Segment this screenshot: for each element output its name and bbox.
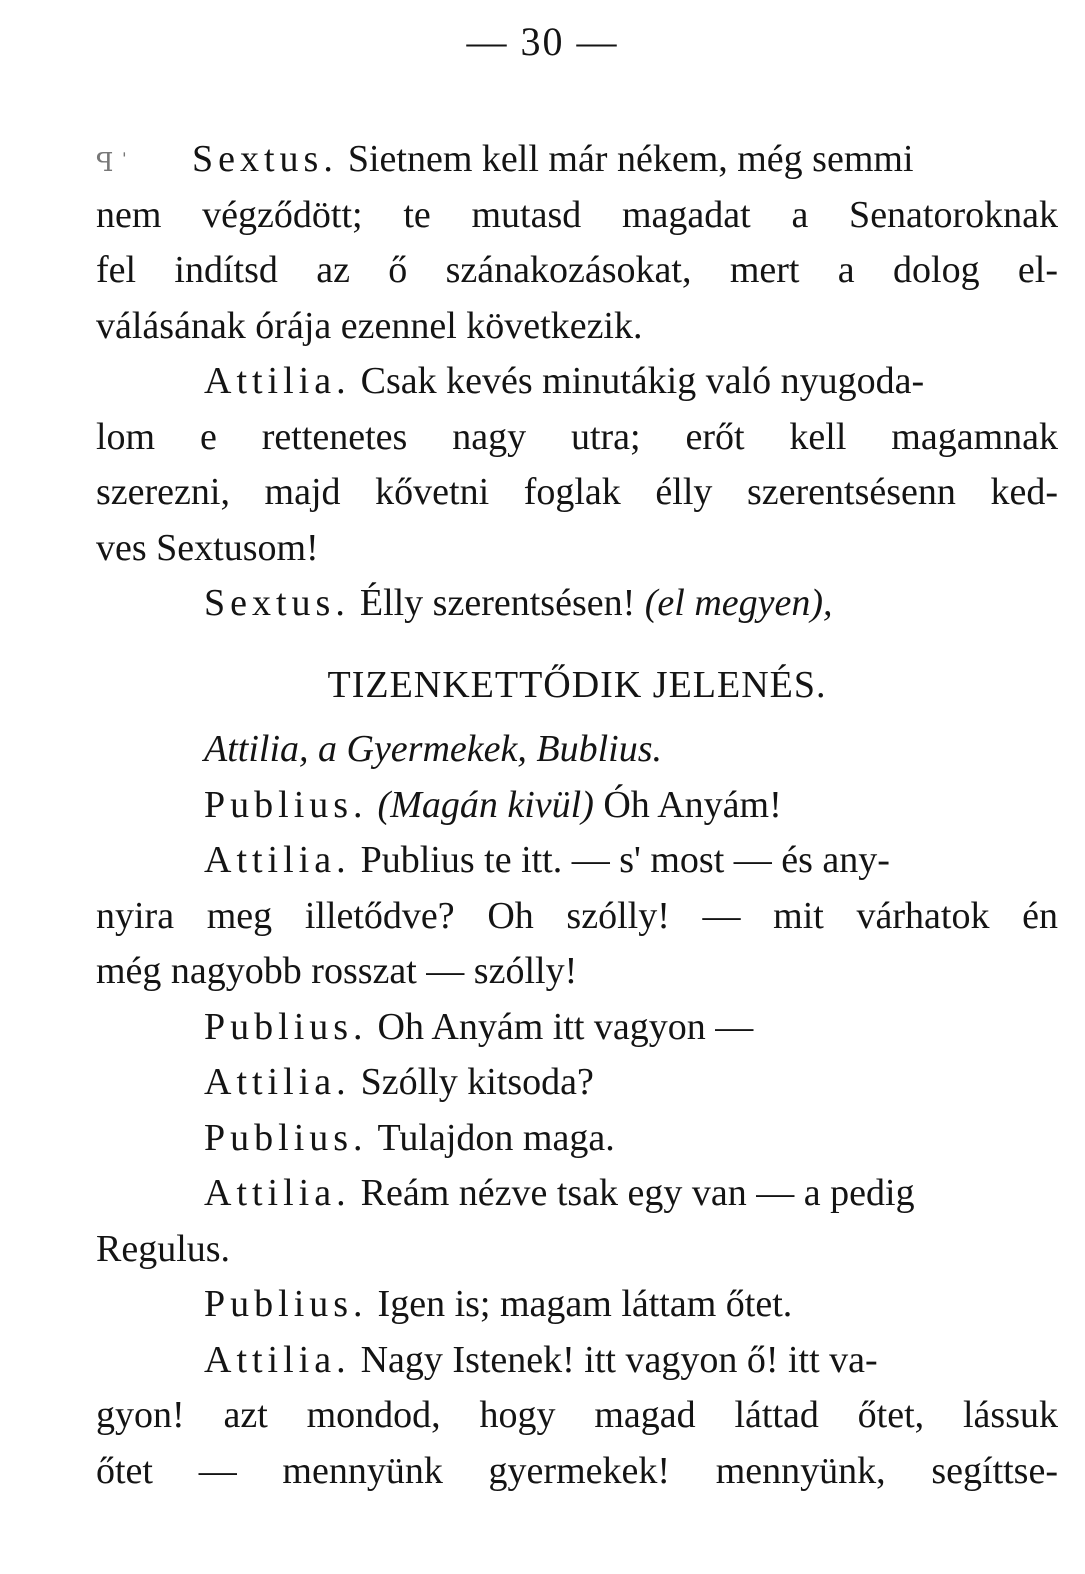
dialogue-line xyxy=(96,833,1058,889)
dialogue-line xyxy=(96,1055,1058,1111)
dialogue-text: Oh Anyám itt vagyon — xyxy=(377,1005,754,1048)
dialogue-line xyxy=(96,132,1058,188)
scene-twelve xyxy=(96,722,1058,1499)
dialogue-line xyxy=(96,778,1058,834)
dialogue-line: ves Sextusom! xyxy=(96,526,319,569)
dialogue-line xyxy=(96,576,1058,632)
dialogue-text: Óh Anyám! xyxy=(603,783,782,826)
dialogue-line: gyon! azt mondod, hogy magad láttad őtet, lássuk xyxy=(96,1394,1058,1436)
dialogue-line: még nagyobb rosszat — szólly! xyxy=(96,950,578,992)
dialogue-text: Csak kevés minutákig való nyugoda- xyxy=(360,360,925,402)
dialogue-line xyxy=(96,1111,1058,1167)
scene-heading: TIZENKETTŐDIK JELENÉS. xyxy=(327,664,827,706)
dialogue-line xyxy=(96,1333,1058,1389)
dialogue-line: szerezni, majd kővetni foglak élly szerentsésenn ked- xyxy=(96,471,1058,513)
dialogue-line: nyira meg illetődve? Oh szólly! — mit várhatok én xyxy=(96,894,1058,937)
dialogue-line: őtet — mennyünk gyermekek! mennyünk, segíttse- xyxy=(96,1449,1058,1492)
margin-mark: ꟼ ˈ xyxy=(96,148,129,177)
dialogue-line xyxy=(96,1277,1058,1333)
dialogue-line: nem végződött; te mutasd magadat a Senatoroknak xyxy=(96,193,1058,236)
dialogue-text: Publius te itt. — s' most — és any- xyxy=(360,839,890,881)
dialogue-text: Élly szerentsésen! xyxy=(359,582,636,624)
speaker-sextus: Sextus. xyxy=(192,138,338,180)
page-number: — 30 — xyxy=(466,19,619,64)
dialogue-line xyxy=(96,1000,1058,1056)
dialogue-text: Sietnem kell már nékem, még semmi xyxy=(347,138,914,180)
dialogue-text: Reám nézve tsak egy van — a pedig xyxy=(360,1172,915,1214)
speaker-attilia: Attilia. xyxy=(204,360,351,402)
speaker-publius: Publius. xyxy=(204,1005,368,1048)
dialogue-line: válásának órája ezennel következik. xyxy=(96,304,643,347)
stage-direction: (Magán kivül) xyxy=(377,783,594,826)
dramatis-personae: Attilia, a Gyermekek, Bublius. xyxy=(204,728,662,770)
dialogue-line xyxy=(96,354,1058,410)
speaker-attilia: Attilia. xyxy=(204,1338,351,1381)
speaker-attilia: Attilia. xyxy=(204,1061,351,1103)
dialogue-text: Szólly kitsoda? xyxy=(360,1061,594,1103)
dialogue-text: Tulajdon maga. xyxy=(377,1116,615,1159)
dialogue-text: Nagy Istenek! itt vagyon ő! itt va- xyxy=(360,1338,878,1381)
dialogue-line: Regulus. xyxy=(96,1227,231,1270)
dialogue-line: fel indítsd az ő szánakozásokat, mert a dolog el- xyxy=(96,249,1058,291)
dialogue-text: Igen is; magam láttam őtet. xyxy=(377,1283,793,1325)
speaker-publius: Publius. xyxy=(204,1116,368,1159)
speaker-publius: Publius. xyxy=(204,783,368,826)
speaker-publius: Publius. xyxy=(204,1283,368,1325)
speaker-attilia: Attilia. xyxy=(204,1172,351,1214)
dialogue-line: lom e rettenetes nagy utra; erőt kell magamnak xyxy=(96,415,1058,458)
speaker-sextus: Sextus. xyxy=(204,582,350,624)
speaker-attilia: Attilia. xyxy=(204,839,351,881)
stage-direction: (el megyen), xyxy=(644,582,833,624)
scene-eleven-ending xyxy=(96,132,1058,632)
dialogue-line xyxy=(96,1166,1058,1222)
